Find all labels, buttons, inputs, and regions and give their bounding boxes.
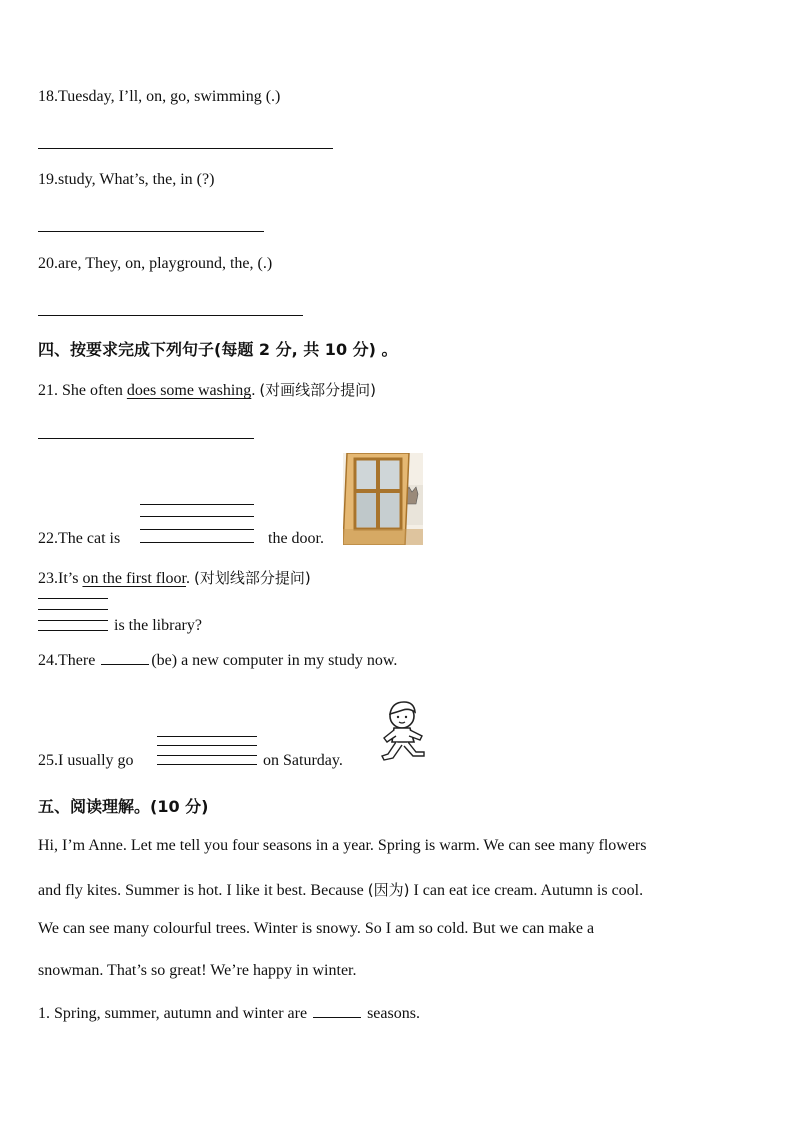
question-number: 20. [38,255,58,272]
question-23-tail: is the library? [114,617,202,634]
reading-line-1: Hi, I’m Anne. Let me tell you four seasons in a year. Spring is warm. We can see many flowers [38,837,647,854]
blank-rq1[interactable] [313,1003,361,1018]
answer-lines-22[interactable] [140,504,254,544]
question-22-prefix: 22.The cat is [38,530,121,547]
question-text: study, What’s, the, in (?) [58,171,215,188]
reading-question-1 [38,1003,420,1023]
answer-lines-25[interactable] [157,736,257,766]
section-4-title: 四、按要求完成下列句子(每题 2 分, 共 10 分) 。 [38,340,398,359]
answer-line-18[interactable] [38,148,333,149]
question-text: seasons. [363,1005,420,1022]
question-22-suffix: the door. [268,530,324,547]
underlined-phrase: does some washing [126,382,252,399]
question-25-prefix: 25.I usually go [38,752,134,769]
question-text: . [186,570,194,587]
question-21 [38,379,376,400]
question-19 [38,171,214,189]
question-23 [38,567,311,588]
answer-line-21[interactable] [38,438,254,439]
answer-lines-23[interactable] [38,598,108,632]
question-25-suffix: on Saturday. [263,752,343,769]
answer-line-19[interactable] [38,231,264,232]
question-text: 24.There [38,652,100,669]
passage-text: I can eat ice cream. Autumn is cool. [409,882,644,899]
instruction-note: (对划线部分提问) [194,569,311,587]
reading-line-4: snowman. That’s so great! We’re happy in winter. [38,962,357,979]
answer-line-20[interactable] [38,315,303,316]
question-text: . She often [54,382,127,399]
section-5-title: 五、阅读理解。(10 分) [38,797,209,816]
question-number: 19. [38,171,58,188]
instruction-note: (对画线部分提问) [259,381,377,399]
question-text: Tuesday, I’ll, on, go, swimming (.) [58,88,281,105]
question-number: 18. [38,88,58,105]
passage-text: and fly kites. Summer is hot. I like it best. Because [38,882,368,899]
chinese-gloss: (因为) [367,881,410,899]
question-text: are, They, on, playground, the, (.) [58,255,273,272]
question-24 [38,650,397,670]
question-18 [38,88,280,106]
door-cat-picture [343,453,423,545]
question-text: 23.It’s [38,570,83,587]
question-text: (be) a new computer in my study now. [151,652,398,669]
question-20 [38,255,272,273]
running-boy-picture [378,700,434,766]
question-text: 1. Spring, summer, autumn and winter are [38,1005,312,1022]
blank-24[interactable] [101,650,149,665]
reading-line-2 [38,879,758,900]
underlined-phrase: on the first floor [82,570,186,587]
question-text: . [251,382,260,399]
reading-line-3: We can see many colourful trees. Winter is snowy. So I am so cold. But we can make a [38,920,595,937]
question-number: 21 [38,382,54,399]
